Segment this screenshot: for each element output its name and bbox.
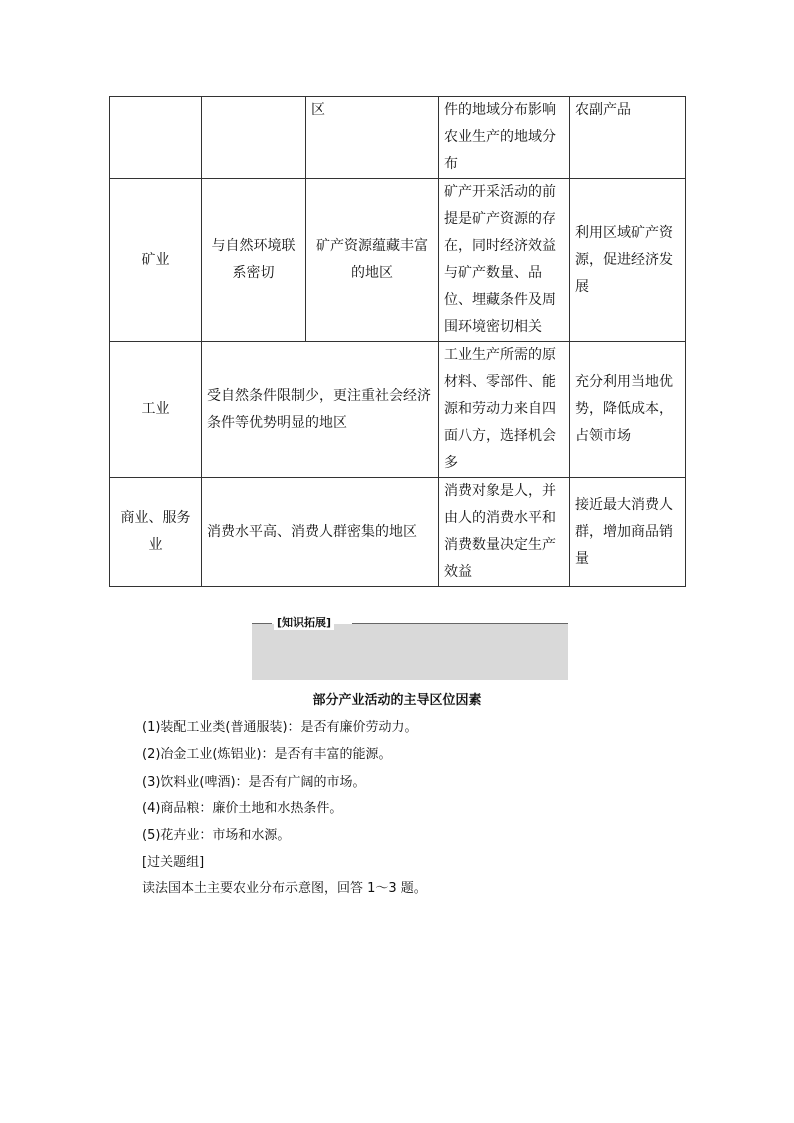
table-cell: 与自然环境联系密切 bbox=[202, 179, 306, 342]
text-line: (3)饮料业(啤酒)：是否有广阔的市场。 bbox=[142, 775, 366, 790]
table-cell: 矿业 bbox=[110, 179, 202, 342]
table-row bbox=[110, 342, 686, 478]
table-cell: 充分利用当地优势，降低成本，占领市场 bbox=[570, 342, 686, 478]
table-row bbox=[110, 97, 686, 179]
text-line: 读法国本土主要农业分布示意图，回答 1～3 题。 bbox=[142, 881, 427, 896]
table-row bbox=[110, 179, 686, 342]
table-cell: 工业生产所需的原材料、零部件、能源和劳动力来自四面八方，选择机会多 bbox=[439, 342, 570, 478]
section-subtitle: 部分产业活动的主导区位因素 bbox=[312, 693, 482, 708]
table-cell: 矿产资源蕴藏丰富的地区 bbox=[306, 179, 439, 342]
table-cell: 受自然条件限制少，更注重社会经济条件等优势明显的地区 bbox=[202, 342, 439, 478]
box-rule-left bbox=[252, 623, 272, 624]
table-cell: 工业 bbox=[110, 342, 202, 478]
text-line: (1)装配工业类(普通服装)：是否有廉价劳动力。 bbox=[142, 720, 418, 735]
text-line: (5)花卉业：市场和水源。 bbox=[142, 828, 291, 843]
industry-location-table bbox=[109, 96, 686, 587]
table-cell: 商业、服务业 bbox=[110, 478, 202, 587]
table-cell bbox=[110, 97, 202, 179]
table-cell: 消费水平高、消费人群密集的地区 bbox=[202, 478, 439, 587]
table-cell: 接近最大消费人群，增加商品销量 bbox=[570, 478, 686, 587]
table-cell: 消费对象是人，并由人的消费水平和消费数量决定生产效益 bbox=[439, 478, 570, 587]
table-cell: 件的地域分布影响农业生产的地域分布 bbox=[439, 97, 570, 179]
table-cell: 矿产开采活动的前提是矿产资源的存在，同时经济效益与矿产数量、品位、埋藏条件及周围环境密切相关 bbox=[439, 179, 570, 342]
box-background bbox=[252, 624, 568, 680]
table-cell: 区 bbox=[306, 97, 439, 179]
knowledge-extension-box bbox=[252, 616, 568, 680]
text-line: (2)冶金工业(炼铝业)：是否有丰富的能源。 bbox=[142, 747, 392, 762]
table-cell: 农副产品 bbox=[570, 97, 686, 179]
text-line: [过关题组] bbox=[142, 855, 205, 870]
box-tag: [知识拓展] bbox=[274, 616, 334, 630]
table-cell: 利用区域矿产资源，促进经济发展 bbox=[570, 179, 686, 342]
table-cell bbox=[202, 97, 306, 179]
table-row bbox=[110, 478, 686, 587]
text-line: (4)商品粮：廉价土地和水热条件。 bbox=[142, 801, 343, 816]
box-rule-right bbox=[352, 623, 568, 624]
